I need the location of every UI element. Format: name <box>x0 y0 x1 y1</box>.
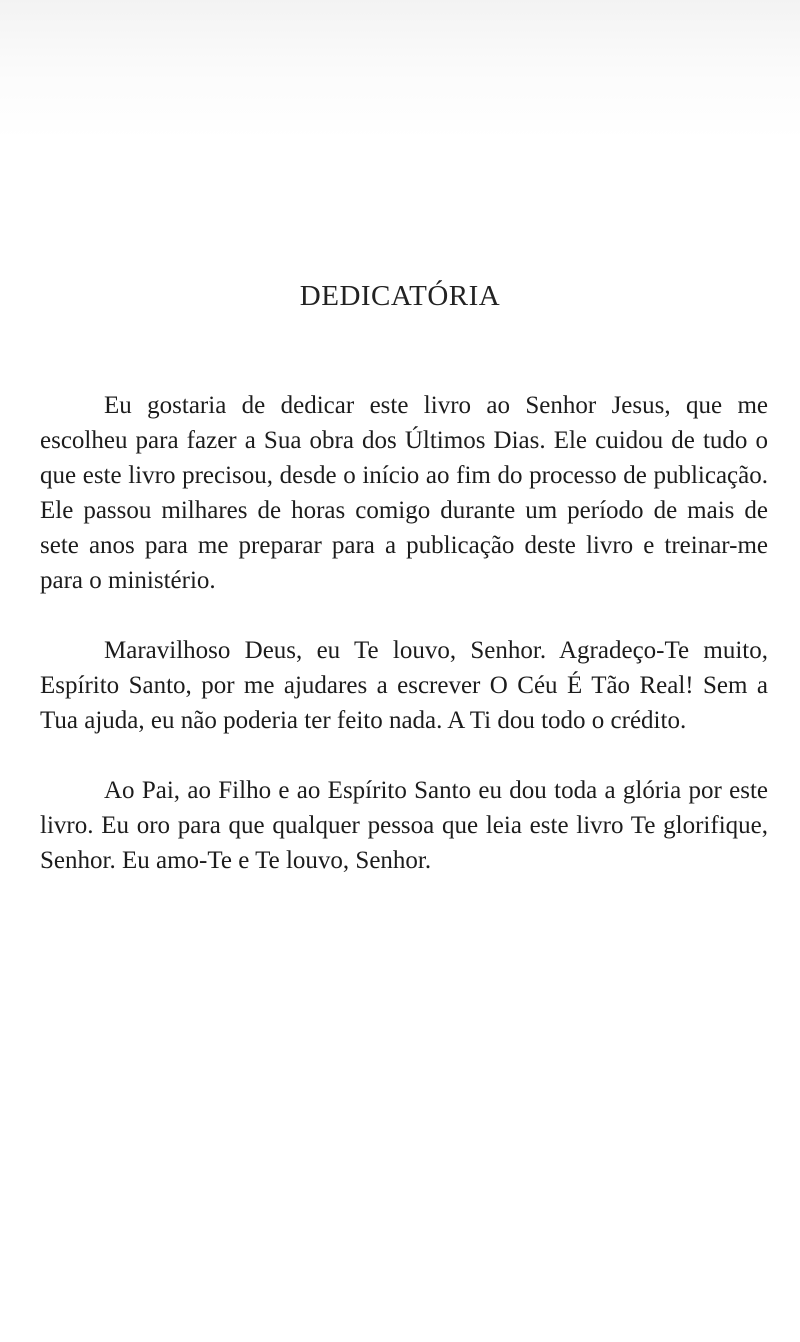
page-title: DEDICATÓRIA <box>299 280 501 312</box>
dedication-paragraph-3: Ao Pai, ao Filho e ao Espírito Santo eu dou toda a glória por este livro. Eu oro para que qualquer pessoa que leia este livro Te glorifique, Senhor. Eu amo-Te e Te louvo, Senhor. <box>40 777 768 874</box>
dedication-paragraph-2: Maravilhoso Deus, eu Te louvo, Senhor. Agradeço-Te muito, Espírito Santo, por me ajudares a escrever O Céu É Tão Real! Sem a Tua ajuda, eu não poderia ter feito nada. A Ti dou todo o crédito. <box>40 637 768 734</box>
dedication-paragraph-1: Eu gostaria de dedicar este livro ao Senhor Jesus, que me escolheu para fazer a Sua obra dos Últimos Dias. Ele cuidou de tudo o que este livro precisou, desde o início ao fim do processo de publicação. Ele passou milhares de horas comigo durante um período de mais de sete anos para me preparar para a publicação deste livro e treinar-me para o ministério. <box>40 392 768 594</box>
dedication-body <box>40 388 768 913</box>
